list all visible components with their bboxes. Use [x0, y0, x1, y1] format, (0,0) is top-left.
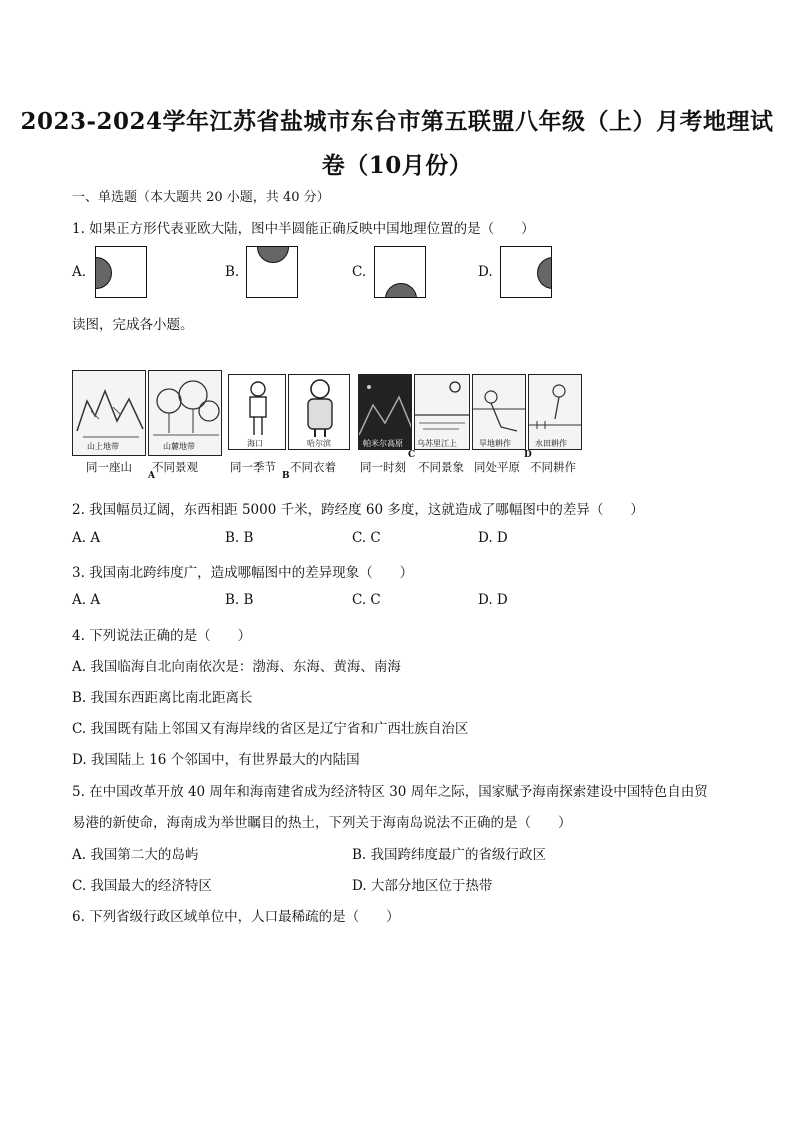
q1-option-b-label[interactable]: B.	[225, 264, 240, 280]
panel-label: 哈尔滨	[307, 439, 331, 448]
panel-label: 旱地耕作	[479, 439, 511, 448]
panel-pamir	[358, 374, 412, 450]
question-1-text: 1. 如果正方形代表亚欧大陆，图中半圆能正确反映中国地理位置的是（ ）	[72, 221, 535, 237]
question-6-text: 6. 下列省级行政区域单位中，人口最稀疏的是（ ）	[72, 909, 400, 925]
figure-letter-c: C	[408, 450, 416, 460]
q3-option-a[interactable]: A. A	[72, 592, 101, 608]
q5-option-a[interactable]: A. 我国第二大的岛屿	[72, 847, 199, 863]
half-circle-bottom	[385, 283, 417, 298]
q1-option-b-square[interactable]	[246, 246, 298, 298]
q3-option-d[interactable]: D. D	[478, 592, 508, 608]
question-2-text: 2. 我国幅员辽阔，东西相距 5000 千米，跨经度 60 多度，这就造成了哪幅图中的差异（ ）	[72, 502, 644, 518]
caption-a1: 同一座山	[86, 460, 132, 474]
panel-label: 乌苏里江上	[417, 439, 457, 448]
q4-option-d[interactable]: D. 我国陆上 16 个邻国中，有世界最大的内陆国	[72, 752, 360, 768]
panel-mountain-foot	[148, 370, 222, 456]
q1-option-a-square[interactable]	[95, 246, 147, 298]
q3-option-b[interactable]: B. B	[225, 592, 254, 608]
question-5-text-line2: 易港的新使命，海南成为举世瞩目的热土，下列关于海南岛说法不正确的是（ ）	[72, 815, 572, 831]
caption-b2: 不同衣着	[290, 460, 336, 474]
q1-option-a-label[interactable]: A.	[72, 264, 87, 280]
q2-option-b[interactable]: B. B	[225, 530, 254, 546]
figure-letter-d: D	[524, 450, 532, 460]
panel-label: 海口	[247, 439, 263, 448]
exam-title-line2: 卷（10月份）	[321, 152, 473, 179]
comparison-figure	[72, 370, 584, 482]
q4-option-a[interactable]: A. 我国临海自北向南依次是：渤海、东海、黄海、南海	[72, 659, 401, 675]
q1-option-c-label[interactable]: C.	[352, 264, 367, 280]
figure-letter-a: A	[148, 471, 155, 481]
q4-option-b[interactable]: B. 我国东西距离比南北距离长	[72, 690, 253, 706]
caption-d2: 不同耕作	[530, 460, 576, 474]
figure-letter-b: B	[282, 471, 290, 481]
caption-b1: 同一季节	[230, 460, 276, 474]
question-4-text: 4. 下列说法正确的是（ ）	[72, 628, 252, 644]
panel-dry-farming	[472, 374, 526, 450]
caption-a2: 不同景观	[152, 460, 198, 474]
q5-option-c[interactable]: C. 我国最大的经济特区	[72, 878, 212, 894]
read-figure-prompt: 读图，完成各小题。	[72, 317, 194, 333]
caption-c2: 不同景象	[418, 460, 464, 474]
q5-option-b[interactable]: B. 我国跨纬度最广的省级行政区	[352, 847, 547, 863]
q2-option-c[interactable]: C. C	[352, 530, 381, 546]
panel-label: 山麓地带	[163, 442, 195, 451]
section-heading: 一、单选题（本大题共 20 小题，共 40 分）	[72, 190, 330, 205]
panel-harbin	[288, 374, 350, 450]
q4-option-c[interactable]: C. 我国既有陆上邻国又有海岸线的省区是辽宁省和广西壮族自治区	[72, 721, 469, 737]
panel-label: 山上地带	[87, 442, 119, 451]
q3-option-c[interactable]: C. C	[352, 592, 381, 608]
exam-title-line1: 2023-2024学年江苏省盐城市东台市第五联盟八年级（上）月考地理试	[20, 108, 774, 135]
caption-c1: 同一时刻	[360, 460, 406, 474]
q2-option-a[interactable]: A. A	[72, 530, 101, 546]
q1-option-d-square[interactable]	[500, 246, 552, 298]
q1-option-d-label[interactable]: D.	[478, 264, 493, 280]
panel-label: 帕米尔高原	[363, 439, 403, 448]
panel-paddy-farming	[528, 374, 582, 450]
panel-haikou	[228, 374, 286, 450]
question-3-text: 3. 我国南北跨纬度广，造成哪幅图中的差异现象（ ）	[72, 565, 414, 581]
panel-mountain-top	[72, 370, 146, 456]
q1-option-c-square[interactable]	[374, 246, 426, 298]
caption-d1: 同处平原	[474, 460, 520, 474]
question-5-text-line1: 5. 在中国改革开放 40 周年和海南建省成为经济特区 30 周年之际，国家赋予海南探索建设中国特色自由贸	[72, 784, 708, 800]
half-circle-left	[95, 257, 112, 289]
panel-wusuli	[414, 374, 470, 450]
q2-option-d[interactable]: D. D	[478, 530, 508, 546]
q5-option-d[interactable]: D. 大部分地区位于热带	[352, 878, 493, 894]
half-circle-right	[537, 257, 552, 289]
half-circle-top	[257, 246, 289, 263]
panel-label: 水田耕作	[535, 439, 567, 448]
